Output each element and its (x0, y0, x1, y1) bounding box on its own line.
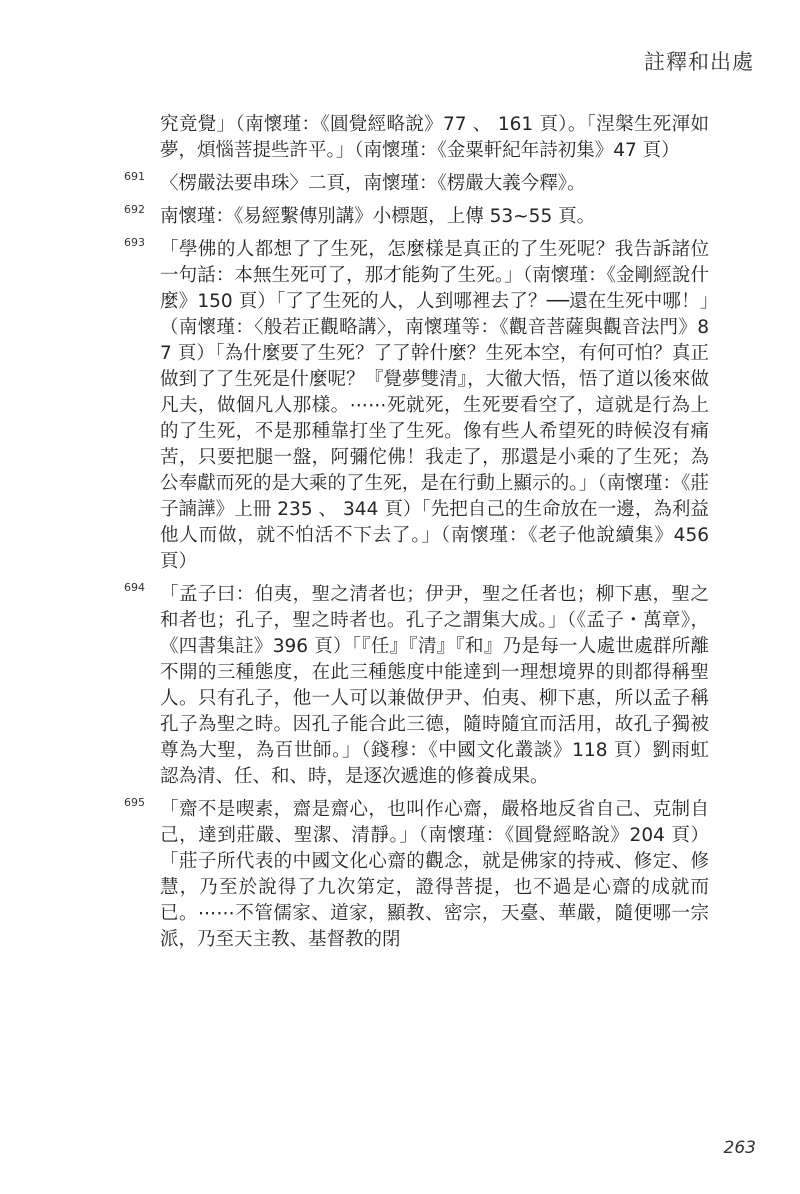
footnote-number: 691 (124, 170, 145, 183)
footnote-text: 「齋不是喫素，齋是齋心，也叫作心齋，嚴格地反省自己、克制自己，達到莊嚴、聖潔、清靜。」（南懷瑾：《圓覺經略說》204 頁）「莊子所代表的中國文化心齋的觀念，就是佛家的持戒、修定、修慧，乃至於說得了九次第定，證得菩提，也不過是心齋的成就而已。⋯⋯不管儒家、道家，顯教、密宗，天臺、華嚴，隨便哪一宗派，乃至天主教、基督教的閉 (160, 799, 709, 950)
footnote-continuation (124, 112, 709, 164)
footnote-number: 692 (124, 203, 145, 216)
footnote-694 (124, 582, 709, 790)
footnote-693 (124, 237, 709, 575)
running-header: 註釋和出處 (644, 50, 754, 74)
footnote-text: 「孟子曰：伯夷，聖之清者也；伊尹，聖之任者也；柳下惠，聖之和者也；孔子，聖之時者也。孔子之謂集大成。」（《孟子・萬章》，《四書集註》396 頁）「『任』『清』『和』乃是每一人處世處群所離不開的三種態度，在此三種態度中能達到一理想境界的則都得稱聖人。只有孔子，他一人可以兼做伊尹、伯夷、柳下惠，所以孟子稱孔子為聖之時。因孔子能合此三德，隨時隨宜而活用，故孔子獨被尊為大聖，為百世師。」（錢穆：《中國文化叢談》118 頁）劉雨虹認為清、任、和、時，是逐次遞進的修養成果。 (160, 584, 709, 787)
footnote-number: 694 (124, 581, 145, 594)
footnote-text: 南懷瑾：《易經繫傳別講》小標題，上傳 53~55 頁。 (160, 206, 596, 227)
footnote-695 (124, 797, 709, 953)
footnote-text: 「學佛的人都想了了生死，怎麼樣是真正的了生死呢？我告訴諸位一句話：本無生死可了，那才能夠了生死。」（南懷瑾：《金剛經說什麼》150 頁）「了了生死的人，人到哪裡去了？──還在生死中哪！」（南懷瑾：〈般若正觀略講〉，南懷瑾等：《觀音菩薩與觀音法門》87 頁）「為什麼要了生死？了了幹什麼？生死本空，有何可怕？真正做到了了生死是什麼呢？『覺夢雙清』，大徹大悟，悟了道以後來做凡夫，做個凡人那樣。⋯⋯死就死，生死要看空了，這就是行為上的了生死，不是那種靠打坐了生死。像有些人希望死的時候沒有痛苦，只要把腿一盤，阿彌佗佛！我走了，那還是小乘的了生死；為公奉獻而死的是大乘的了生死，是在行動上顯示的。」（南懷瑾：《莊子諵譁》上冊 235 、 344 頁）「先把自己的生命放在一邊，為利益他人而做，就不怕活不下去了。」（南懷瑾：《老子他說續集》456 頁） (160, 239, 709, 572)
footnote-text: 究竟覺」（南懷瑾：《圓覺經略說》77 、 161 頁）。「涅槃生死渾如夢，煩惱菩提些許平。」（南懷瑾：《金粟軒紀年詩初集》47 頁） (160, 114, 709, 161)
footnote-692 (124, 204, 709, 230)
footnote-691 (124, 171, 709, 197)
page-number: 263 (723, 1138, 756, 1158)
footnote-number: 693 (124, 236, 145, 249)
footnote-text: 〈楞嚴法要串珠〉二頁，南懷瑾：《楞嚴大義今釋》。 (160, 173, 586, 194)
footnote-number: 695 (124, 796, 145, 809)
footnotes-list (124, 112, 709, 960)
